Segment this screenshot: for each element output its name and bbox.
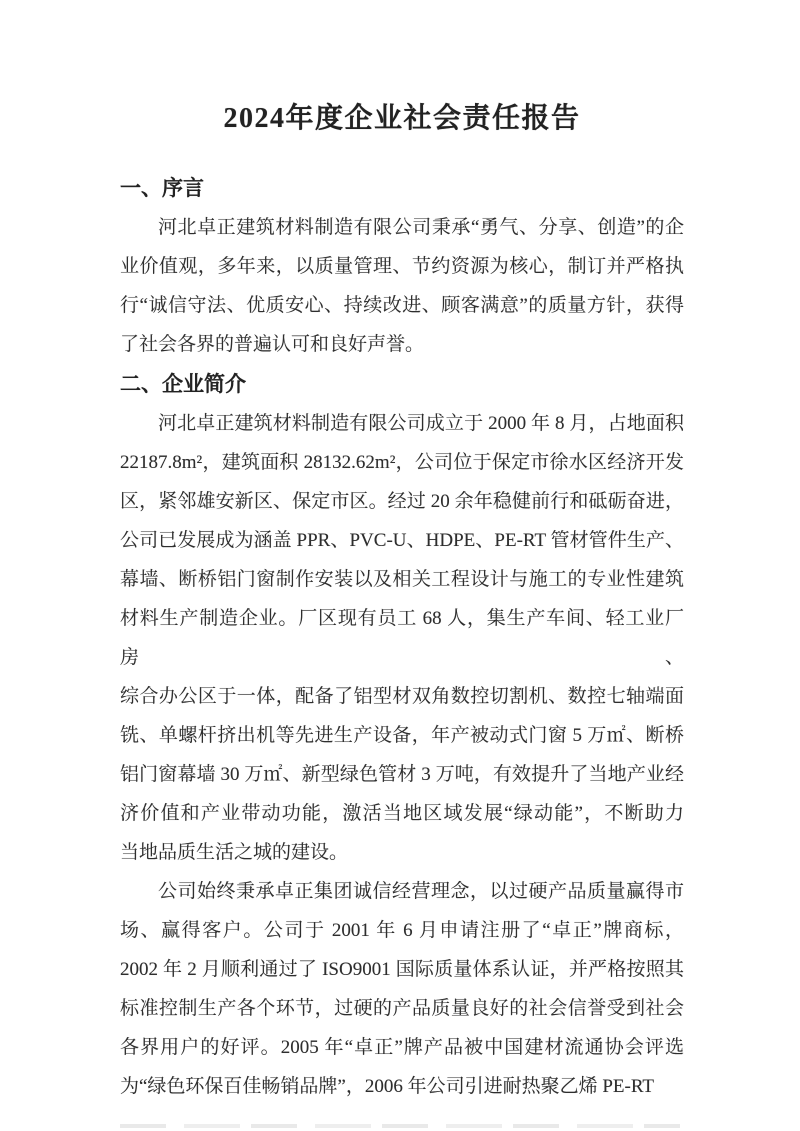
paragraph-company-profile-2 [120, 872, 684, 1106]
text-line: 当地品质生活之城的建设。 [120, 842, 349, 863]
paragraph-company-profile-1 [120, 404, 684, 872]
text-line: 为“绿色环保百佳畅销品牌”，2006 年公司引进耐热聚乙烯 PE-RT [120, 1076, 655, 1097]
text-line: 河北卓正建筑材料制造有限公司成立于 2000 年 8 月，占地面积 [158, 413, 684, 434]
text-line: 行“诚信守法、优质安心、持续改进、顾客满意”的质量方针，获得 [120, 295, 684, 316]
text-line: 公司已发展成为涵盖 PPR、PVC-U、HDPE、PE-RT 管材管件生产、 [120, 530, 684, 551]
section-heading-company-profile: 二、企业简介 [120, 372, 246, 396]
paragraph-preface [120, 208, 684, 364]
text-line: 材料生产制造企业。厂区现有员工 68 人，集生产车间、轻工业厂房、 [120, 608, 684, 668]
text-line: 各界用户的好评。2005 年“卓正”牌产品被中国建材流通协会评选 [120, 1037, 684, 1058]
text-line: 济价值和产业带动功能，激活当地区域发展“绿动能”，不断助力 [120, 803, 684, 824]
next-line-scan-artifact [120, 1124, 680, 1128]
text-line: 铝门窗幕墙 30 万㎡、新型绿色管材 3 万吨，有效提升了当地产业经 [120, 764, 684, 785]
text-line: 铣、单螺杆挤出机等先进生产设备，年产被动式门窗 5 万㎡、断桥 [120, 725, 684, 746]
text-line: 场、赢得客户。公司于 2001 年 6 月申请注册了“卓正”牌商标， [120, 920, 684, 941]
text-line: 22187.8m²，建筑面积 28132.62m²，公司位于保定市徐水区经济开发 [120, 452, 684, 473]
report-title: 2024年度企业社会责任报告 [223, 103, 581, 134]
text-line: 河北卓正建筑材料制造有限公司秉承“勇气、分享、创造”的企 [158, 217, 684, 238]
text-line: 了社会各界的普遍认可和良好声誉。 [120, 334, 425, 355]
text-line: 业价值观，多年来，以质量管理、节约资源为核心，制订并严格执 [120, 256, 684, 277]
text-line: 综合办公区于一体，配备了铝型材双角数控切割机、数控七轴端面 [120, 686, 684, 707]
text-line: 幕墙、断桥铝门窗制作安装以及相关工程设计与施工的专业性建筑 [120, 569, 684, 590]
text-line: 区，紧邻雄安新区、保定市区。经过 20 余年稳健前行和砥砺奋进， [120, 491, 684, 512]
text-line: 公司始终秉承卓正集团诚信经营理念，以过硬产品质量赢得市 [158, 881, 684, 902]
text-line: 标准控制生产各个环节，过硬的产品质量良好的社会信誉受到社会 [120, 998, 684, 1019]
text-line: 2002 年 2 月顺利通过了 ISO9001 国际质量体系认证，并严格按照其 [120, 959, 684, 980]
page-content [120, 0, 684, 1106]
section-heading-preface: 一、序言 [120, 176, 204, 200]
